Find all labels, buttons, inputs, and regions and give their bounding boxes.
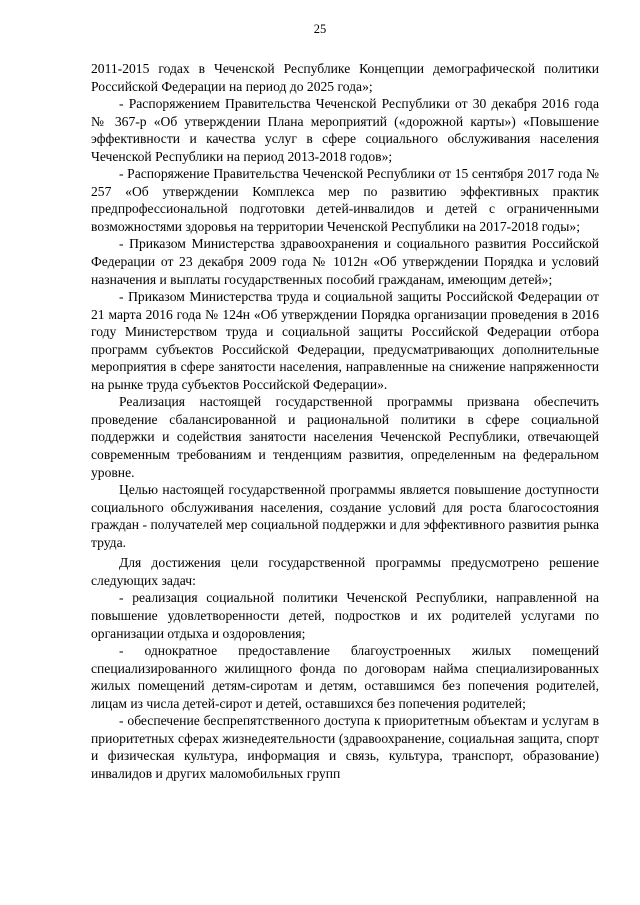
- paragraph-program-goal: Целью настоящей государственной программы является повышение доступности социального обслуживания населения, создание условий для роста благосостояния граждан - получателей мер социальной поддержки и для эффективного развития рынка труда.: [91, 482, 599, 550]
- list-item-order-124n: - Приказом Министерства труда и социальной защиты Российской Федерации от 21 марта 2016 года № 124н «Об утверждении Порядка организации проведения в 2016 году Министерством труда и социальной защиты Российской Федерации отбора программ субъектов Российской Федерации, предусматривающих дополнительные мероприятия в сфере занятости населения, направленные на снижение напряженности на рынке труда субъектов Российской Федерации».: [91, 289, 599, 392]
- paragraph-program-implementation: Реализация настоящей государственной программы призвана обеспечить проведение сбалансированной и рациональной политики в сфере социальной поддержки и содействия занятости населения Чеченской Республики, отвечающей современным требованиям и тенденциям развития, определенным на федеральном уровне.: [91, 394, 599, 480]
- list-item-task-housing: - однократное предоставление благоустроенных жилых помещений специализированного жилищного фонда по договорам найма специализированных жилых помещений детям-сиротам и детям, оставшимся без попечения родителей, лицам из числа детей-сирот и детей, оставшихся без попечения родителей;: [91, 643, 599, 711]
- list-item-order-367r: - Распоряжением Правительства Чеченской Республики от 30 декабря 2016 года № 367-р «Об утверждении Плана мероприятий («дорожной карты») «Повышение эффективности и качества услуг в сфере социального обслуживания населения Чеченской Республики на период 2013-2018 годов»;: [91, 96, 599, 164]
- paragraph-tasks-intro: Для достижения цели государственной программы предусмотрено решение следующих задач:: [91, 555, 599, 588]
- page-number: 25: [313, 22, 327, 36]
- body-text: [91, 60, 599, 782]
- paragraph-continuation: 2011-2015 годах в Чеченской Республике Концепции демографической политики Российской Федерации на период до 2025 года»;: [91, 61, 599, 94]
- list-item-order-257: - Распоряжение Правительства Чеченской Республики от 15 сентября 2017 года № 257 «Об утверждении Комплекса мер по развитию эффективных практик предпрофессиональной подготовки детей-инвалидов и детей с ограниченными возможностями здоровья на территории Чеченской Республики на 2017-2018 годы»;: [91, 166, 599, 234]
- list-item-task-recreation: - реализация социальной политики Чеченской Республики, направленной на повышение удовлетворенности детей, подростков и их родителей услугами по организации отдыха и оздоровления;: [91, 590, 599, 641]
- list-item-order-1012n: - Приказом Министерства здравоохранения и социального развития Российской Федерации от 23 декабря 2009 года № 1012н «Об утверждении Порядка и условий назначения и выплаты государственных пособий гражданам, имеющим детей»;: [91, 236, 599, 287]
- list-item-task-accessibility: - обеспечение беспрепятственного доступа к приоритетным объектам и услугам в приоритетных сферах жизнедеятельности (здравоохранение, социальная защита, спорт и физическая культура, информация и связь, культура, транспорт, образование) инвалидов и других маломобильных групп: [91, 713, 599, 781]
